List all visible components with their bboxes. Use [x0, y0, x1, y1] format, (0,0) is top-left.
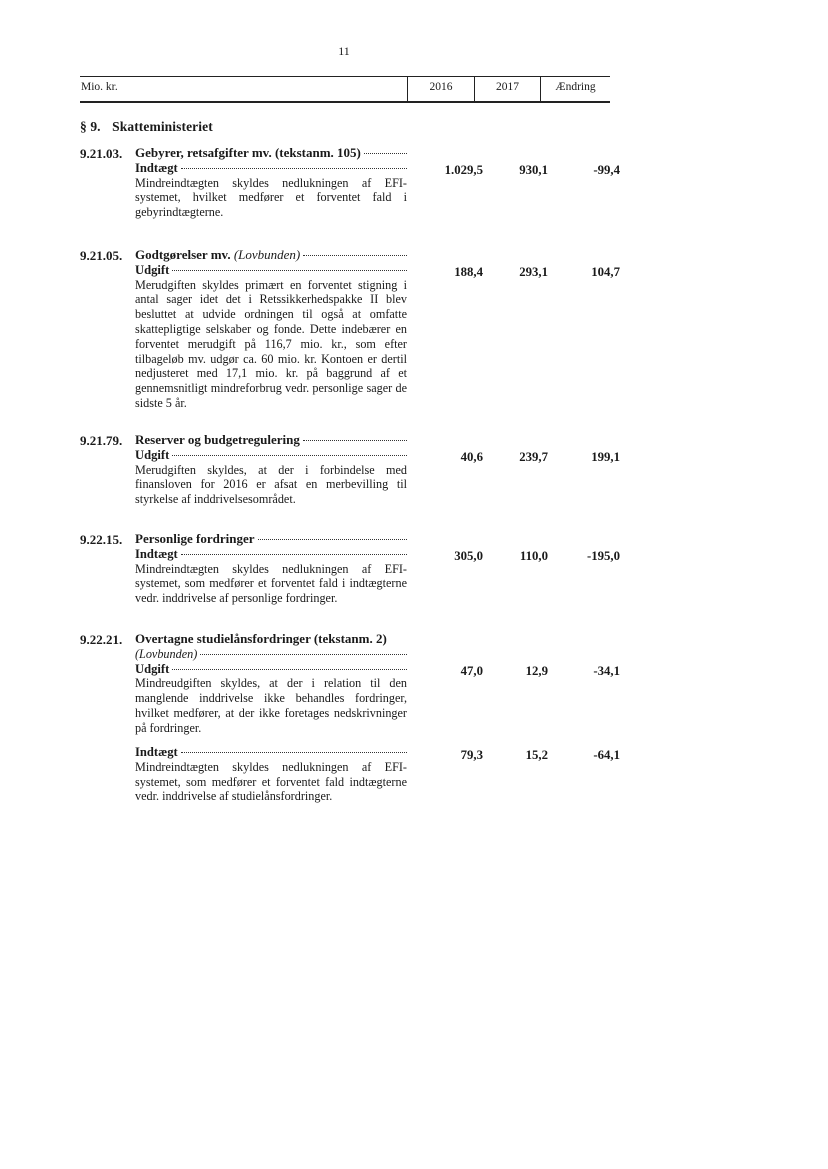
entry-title-text: Gebyrer, retsafgifter mv. (tekstanm. 105) [135, 146, 361, 160]
value-2016: 47,0 [460, 664, 483, 678]
entry-title-note-line [135, 647, 407, 662]
entry-title [135, 146, 407, 161]
entry-title-note: (Lovbunden) [135, 646, 198, 661]
value-2017: 293,1 [519, 265, 548, 279]
section-heading [80, 119, 213, 135]
value-2017: 12,9 [525, 664, 548, 678]
entry-title: Overtagne studielånsfordringer (tekstanm. 2) [135, 632, 387, 646]
value-change: 104,7 [591, 265, 620, 279]
line-type-text: Indtægt [135, 745, 178, 759]
account-number: 9.21.03. [80, 146, 123, 161]
entry-body [135, 745, 407, 804]
account-number: 9.22.15. [80, 532, 123, 547]
section-title: Skatteministeriet [112, 119, 213, 134]
line-description: Mindreindtægten skyldes nedlukningen af EFI-systemet, som medfører et forventet fald i indtægterne vedr. inddrivelse af personlige fordringer. [135, 561, 407, 606]
line-type [135, 547, 407, 562]
value-2016: 305,0 [454, 549, 483, 563]
account-number: 9.22.21. [80, 632, 123, 647]
entry-title-note: (Lovbunden) [233, 248, 301, 262]
header-col-2017: 2017 [496, 81, 519, 93]
line-type-text: Udgift [135, 661, 170, 676]
line-type-text: Udgift [135, 262, 170, 277]
entry-title [135, 532, 407, 547]
line-type [135, 448, 407, 463]
line-description: Mindreudgiften skyldes, at der i relation til den manglende inddrivelse ikke behandles fordringer, hvilket medfører, at der ikke foretages nedskrivninger på fordringer. [135, 676, 407, 735]
line-type [135, 161, 407, 176]
header-unit: Mio. kr. [81, 81, 118, 93]
header-rule-top [80, 76, 610, 77]
value-2017: 15,2 [525, 748, 548, 762]
value-change: -195,0 [586, 549, 620, 563]
entry-title [135, 248, 407, 263]
page-number: 11 [338, 44, 350, 58]
line-description: Mindreindtægten skyldes nedlukningen af EFI-systemet, som medfører et forventet fald indtægterne vedr. inddrivelse af studielånsfordringer. [135, 759, 407, 804]
value-2016: 188,4 [454, 265, 483, 279]
entry-title-text: Reserver og budgetregulering [135, 433, 300, 447]
line-description: Mindreindtægten skyldes nedlukningen af EFI-systemet, hvilket medfører et forventet fald i gebyrindtægterne. [135, 175, 407, 220]
value-change: -99,4 [593, 163, 620, 177]
entry-title-text: Personlige fordringer [135, 532, 255, 546]
line-type-text: Udgift [135, 447, 170, 462]
value-change: 199,1 [591, 450, 620, 464]
value-2016: 40,6 [460, 450, 483, 464]
entry-body [135, 632, 407, 736]
line-description: Merudgiften skyldes, at der i forbindelse med finansloven for 2016 er afsat en merbevilling til styrkelse af inddrivelsesområdet. [135, 462, 407, 507]
header-col-2016: 2016 [429, 81, 453, 93]
value-change: -64,1 [593, 748, 620, 762]
section-symbol: § 9. [80, 119, 101, 134]
line-type-text: Indtægt [135, 160, 178, 175]
value-2016: 79,3 [460, 748, 483, 762]
header-col-change: Ændring [555, 81, 596, 93]
entry-title-text: Godtgørelser mv. [135, 248, 231, 262]
line-type-text: Indtægt [135, 546, 178, 561]
entry-body [135, 146, 407, 220]
value-change: -34,1 [593, 664, 620, 678]
line-type [135, 745, 407, 760]
account-number: 9.21.05. [80, 248, 123, 263]
entry-body [135, 433, 407, 507]
value-2017: 110,0 [519, 549, 548, 563]
line-description: Merudgiften skyldes primært en forventet stigning i antal sager idet det i Retssikkerhedspakke II blev besluttet at udvide ordningen til også at omfatte skattepligtige selskaber og fonde. Dette indebærer en forventet merudgift på 116,7 mio. kr., som efter tilbageløb mv. udgør ca. 60 mio. kr. Kontoen er dertil nedjusteret med 17,1 mio. kr. på baggrund af et gennemsnitligt mindreforbrug vedr. personlige sager de sidste 5 år. [135, 277, 407, 410]
entry-body [135, 248, 407, 411]
value-2017: 239,7 [519, 450, 548, 464]
value-2017: 930,1 [519, 163, 548, 177]
header-rule-bottom [80, 101, 610, 103]
line-type [135, 662, 407, 677]
line-type [135, 263, 407, 278]
entry-body [135, 532, 407, 606]
entry-title [135, 433, 407, 448]
value-2016: 1.029,5 [444, 163, 483, 177]
account-number: 9.21.79. [80, 433, 123, 448]
